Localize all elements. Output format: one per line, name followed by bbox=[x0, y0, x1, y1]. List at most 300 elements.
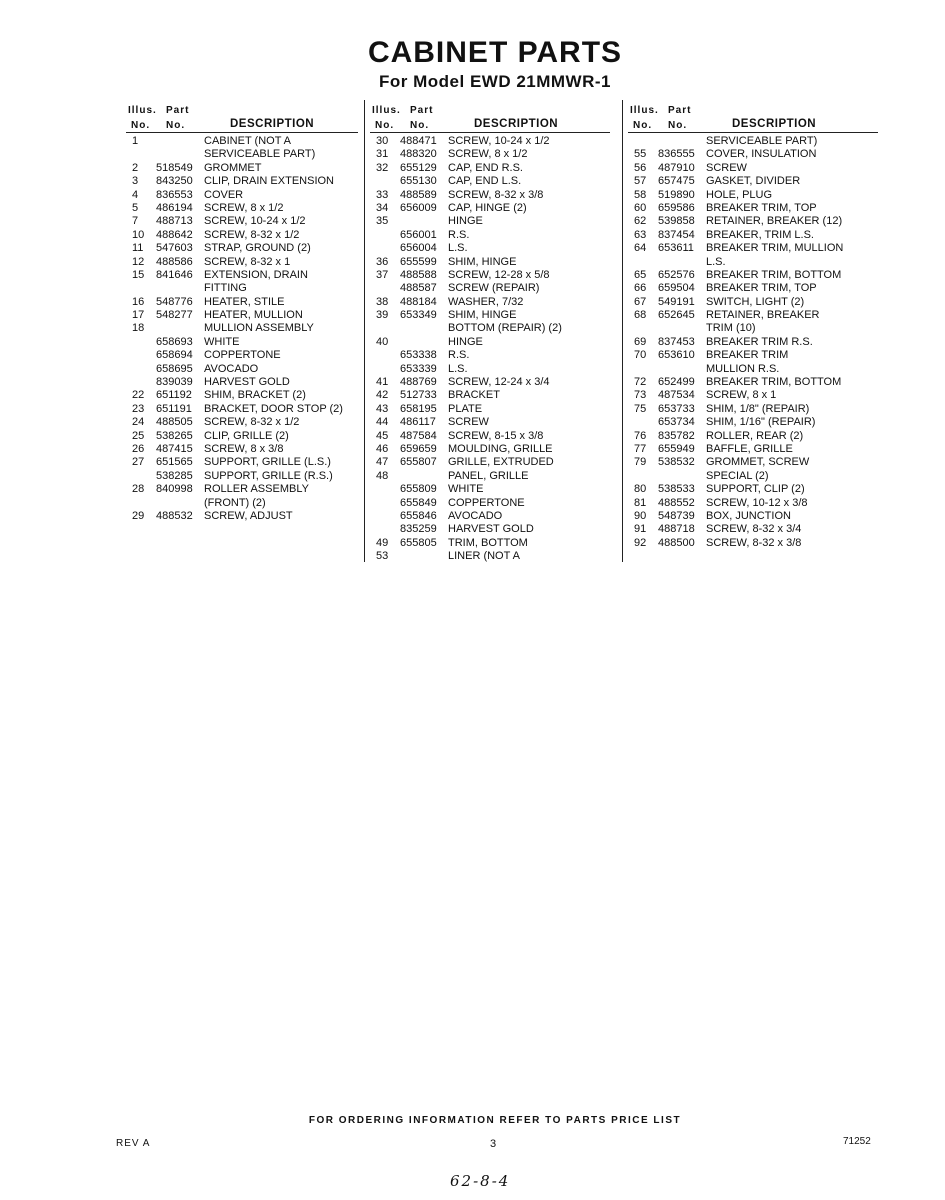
description-cell: SHIM, HINGE bbox=[448, 255, 517, 268]
parts-row bbox=[628, 309, 878, 322]
part-no-cell bbox=[658, 470, 706, 483]
illus-no-cell bbox=[628, 470, 658, 483]
part-no-cell bbox=[658, 135, 706, 148]
description-header: DESCRIPTION bbox=[732, 118, 817, 130]
illus-no-cell: 40 bbox=[376, 335, 389, 348]
description-cell: SCREW, 12-24 x 3/4 bbox=[448, 376, 550, 389]
description-cell: HEATER, MULLION bbox=[204, 309, 303, 322]
column-header bbox=[370, 98, 610, 132]
description-cell: SCREW, 8-32 x 1/2 bbox=[204, 228, 300, 241]
parts-row bbox=[370, 550, 610, 563]
description-cell: MOULDING, GRILLE bbox=[448, 442, 553, 455]
part-no-cell: 487415 bbox=[156, 442, 193, 455]
part-no-cell bbox=[156, 148, 204, 161]
description-cell: BOTTOM (REPAIR) (2) bbox=[448, 322, 562, 335]
parts-row bbox=[370, 443, 610, 456]
parts-row bbox=[628, 256, 878, 269]
description-cell: SHIM, 1/16" (REPAIR) bbox=[706, 416, 816, 429]
illus-no-cell: 53 bbox=[376, 550, 389, 563]
part-no-cell: 548739 bbox=[658, 509, 695, 522]
part-no-cell bbox=[658, 256, 706, 269]
part-no-cell: 488471 bbox=[400, 135, 437, 147]
illus-no-cell bbox=[628, 256, 658, 269]
illus-no-cell: 41 bbox=[376, 376, 389, 389]
part-no-cell: 488505 bbox=[156, 416, 193, 429]
description-cell: AVOCADO bbox=[204, 362, 259, 375]
description-cell: COPPERTONE bbox=[448, 496, 525, 509]
illus-no-cell: 30 bbox=[376, 135, 389, 147]
part-no-cell: 655849 bbox=[400, 496, 437, 509]
description-cell: COPPERTONE bbox=[204, 349, 281, 362]
part-no-cell: 539858 bbox=[658, 215, 695, 228]
description-cell: GASKET, DIVIDER bbox=[706, 175, 801, 188]
parts-row bbox=[370, 497, 610, 510]
part-no-cell: 659659 bbox=[400, 442, 437, 455]
illus-no-cell bbox=[628, 416, 658, 429]
illus-no-cell: 91 bbox=[634, 523, 647, 536]
parts-row bbox=[628, 202, 878, 215]
parts-row bbox=[126, 189, 358, 202]
parts-row bbox=[370, 523, 610, 536]
part-no-cell: 658195 bbox=[400, 402, 437, 415]
illus-no-cell bbox=[370, 175, 400, 188]
part-no-cell: 657475 bbox=[658, 175, 695, 188]
description-cell: MULLION R.S. bbox=[706, 362, 780, 375]
illus-no-cell: 63 bbox=[634, 228, 647, 241]
parts-row bbox=[628, 269, 878, 282]
part-no-cell: 835782 bbox=[658, 429, 695, 442]
illus-no-cell: 28 bbox=[132, 483, 145, 496]
description-cell: MULLION ASSEMBLY bbox=[204, 322, 314, 335]
parts-row bbox=[370, 322, 610, 335]
parts-row bbox=[628, 189, 878, 202]
description-cell: WASHER, 7/32 bbox=[448, 295, 524, 308]
description-cell: SCREW bbox=[448, 416, 489, 429]
illus-header: Illus. bbox=[630, 105, 659, 116]
illus-no-cell: 76 bbox=[634, 429, 647, 442]
parts-row bbox=[628, 510, 878, 523]
parts-row bbox=[628, 162, 878, 175]
part-no-cell: 519890 bbox=[658, 188, 695, 201]
description-cell: CABINET (NOT A bbox=[204, 135, 292, 147]
description-cell: SHIM, HINGE bbox=[448, 309, 517, 322]
part-no-cell: 488184 bbox=[400, 295, 437, 308]
parts-row bbox=[628, 416, 878, 429]
page-subtitle: For Model EWD 21MMWR-1 bbox=[379, 72, 611, 91]
parts-column-2 bbox=[370, 98, 610, 564]
part-no-cell: 653610 bbox=[658, 349, 695, 362]
description-cell: COVER, INSULATION bbox=[706, 148, 817, 161]
part-no-cell: 655846 bbox=[400, 509, 437, 522]
part-no-cell: 518549 bbox=[156, 161, 193, 174]
parts-row bbox=[628, 443, 878, 456]
description-cell: SCREW, 8-32 x 1 bbox=[204, 255, 291, 268]
part-no-cell: 488642 bbox=[156, 228, 193, 241]
part-no-cell: 548776 bbox=[156, 295, 193, 308]
illus-no-cell: 55 bbox=[634, 148, 647, 161]
parts-row bbox=[370, 349, 610, 362]
header-rule bbox=[370, 132, 610, 133]
description-cell: EXTENSION, DRAIN bbox=[204, 268, 308, 281]
parts-row bbox=[370, 148, 610, 161]
description-cell: HARVEST GOLD bbox=[448, 523, 534, 536]
parts-row bbox=[370, 162, 610, 175]
description-cell: SHIM, 1/8" (REPAIR) bbox=[706, 402, 810, 415]
illus-no-cell: 64 bbox=[634, 242, 647, 255]
illus-no-cell: 3 bbox=[132, 175, 139, 188]
illus-no-cell: 24 bbox=[132, 416, 145, 429]
parts-row bbox=[126, 470, 358, 483]
part-no-cell: 655807 bbox=[400, 456, 437, 469]
part-no-cell: 659586 bbox=[658, 201, 695, 214]
illus-no-cell: 67 bbox=[634, 295, 647, 308]
parts-row bbox=[370, 229, 610, 242]
part-no-cell bbox=[658, 322, 706, 335]
illus-no-cell: 12 bbox=[132, 255, 145, 268]
description-cell: SUPPORT, GRILLE (L.S.) bbox=[204, 456, 331, 469]
illus-no-cell: 65 bbox=[634, 268, 647, 281]
part-no-cell: 837453 bbox=[658, 335, 695, 348]
description-cell: SCREW, 8-32 x 3/8 bbox=[706, 536, 802, 549]
description-cell: BAFFLE, GRILLE bbox=[706, 442, 793, 455]
parts-row bbox=[126, 202, 358, 215]
description-cell: SERVICEABLE PART) bbox=[204, 148, 316, 161]
illus-no-cell: 29 bbox=[132, 509, 145, 522]
illus-no-cell: 68 bbox=[634, 309, 647, 322]
illus-no-cell: 11 bbox=[132, 242, 144, 255]
part-no-header: No. bbox=[166, 120, 186, 131]
illus-no-cell: 43 bbox=[376, 402, 389, 415]
description-cell: PANEL, GRILLE bbox=[448, 469, 529, 482]
part-no-cell: 547603 bbox=[156, 242, 193, 255]
illus-no-cell bbox=[126, 376, 156, 389]
illus-no-cell bbox=[370, 363, 400, 376]
parts-row bbox=[126, 162, 358, 175]
description-cell: HARVEST GOLD bbox=[204, 376, 290, 389]
part-no-cell: 548277 bbox=[156, 309, 193, 322]
description-cell: SUPPORT, GRILLE (R.S.) bbox=[204, 469, 333, 482]
column-divider-2 bbox=[622, 100, 623, 562]
description-cell: L.S. bbox=[706, 255, 726, 268]
part-no-cell: 655129 bbox=[400, 161, 437, 174]
part-no-cell: 651191 bbox=[156, 402, 192, 415]
illus-no-cell: 69 bbox=[634, 335, 647, 348]
parts-row bbox=[628, 497, 878, 510]
illus-no-cell: 39 bbox=[376, 309, 389, 322]
description-cell: HINGE bbox=[448, 335, 483, 348]
parts-row bbox=[370, 456, 610, 469]
page-title: CABINET PARTS bbox=[367, 36, 623, 69]
parts-row bbox=[628, 456, 878, 469]
part-no-cell: 653733 bbox=[658, 402, 695, 415]
parts-row bbox=[628, 336, 878, 349]
parts-row bbox=[628, 470, 878, 483]
part-no-cell: 488718 bbox=[658, 523, 695, 536]
illus-no-cell: 58 bbox=[634, 188, 647, 201]
illus-no-cell: 73 bbox=[634, 389, 647, 402]
part-no-cell: 658694 bbox=[156, 349, 193, 362]
description-header: DESCRIPTION bbox=[230, 118, 315, 130]
revision-label: REV A bbox=[116, 1138, 151, 1149]
illus-no-cell: 10 bbox=[132, 228, 145, 241]
illus-no-cell: 15 bbox=[132, 268, 145, 281]
illus-no-cell: 80 bbox=[634, 483, 647, 496]
parts-row bbox=[370, 269, 610, 282]
part-no-cell: 653349 bbox=[400, 309, 437, 322]
parts-row bbox=[370, 242, 610, 255]
parts-row bbox=[628, 430, 878, 443]
part-no-cell: 488589 bbox=[400, 188, 437, 201]
illus-no-cell: 32 bbox=[376, 161, 389, 174]
illus-no-cell: 37 bbox=[376, 268, 389, 281]
part-no-cell: 488713 bbox=[156, 215, 193, 228]
part-no-cell: 487534 bbox=[658, 389, 695, 402]
column-divider-1 bbox=[364, 100, 365, 562]
parts-row bbox=[370, 256, 610, 269]
description-cell: HOLE, PLUG bbox=[706, 188, 773, 201]
page-number: 3 bbox=[490, 1138, 497, 1150]
description-cell: TRIM (10) bbox=[706, 322, 756, 335]
parts-row bbox=[126, 403, 358, 416]
illus-no-cell: 22 bbox=[132, 389, 145, 402]
parts-row bbox=[126, 175, 358, 188]
illus-no-cell: 79 bbox=[634, 456, 647, 469]
description-cell: RETAINER, BREAKER (12) bbox=[706, 215, 843, 228]
header-rule bbox=[126, 132, 358, 133]
parts-row bbox=[126, 483, 358, 496]
description-cell: BREAKER TRIM bbox=[706, 349, 789, 362]
header-rule bbox=[628, 132, 878, 133]
illus-no-cell bbox=[126, 148, 156, 161]
description-cell: WHITE bbox=[448, 483, 484, 496]
illus-header: Illus. bbox=[128, 105, 157, 116]
illus-no-cell: 35 bbox=[376, 215, 389, 228]
illus-no-cell bbox=[628, 135, 658, 148]
part-no-cell bbox=[156, 497, 204, 510]
illus-no-cell bbox=[126, 282, 156, 295]
description-cell: ROLLER ASSEMBLY bbox=[204, 483, 309, 496]
description-cell: SCREW, 8-32 x 3/8 bbox=[448, 188, 544, 201]
description-cell: L.S. bbox=[448, 362, 468, 375]
parts-row bbox=[370, 470, 610, 483]
description-cell: AVOCADO bbox=[448, 509, 503, 522]
part-no-cell: 488532 bbox=[156, 509, 193, 522]
parts-row bbox=[628, 175, 878, 188]
part-no-cell: 487910 bbox=[658, 161, 695, 174]
part-no-cell bbox=[156, 282, 204, 295]
part-no-cell: 656001 bbox=[400, 228, 437, 241]
illus-no-cell bbox=[126, 363, 156, 376]
part-no-cell bbox=[156, 322, 204, 335]
description-cell: SCREW, 8-15 x 3/8 bbox=[448, 429, 544, 442]
parts-row bbox=[370, 202, 610, 215]
part-no-cell: 659504 bbox=[658, 282, 695, 295]
description-cell: SCREW, 8-32 x 1/2 bbox=[204, 416, 300, 429]
illus-no-cell: 47 bbox=[376, 456, 389, 469]
part-no-cell: 841646 bbox=[156, 268, 193, 281]
illus-no-cell bbox=[370, 282, 400, 295]
illus-no-cell: 16 bbox=[132, 295, 145, 308]
description-cell: SUPPORT, CLIP (2) bbox=[706, 483, 805, 496]
description-cell: BREAKER TRIM, TOP bbox=[706, 201, 817, 214]
parts-row bbox=[126, 430, 358, 443]
parts-row bbox=[370, 336, 610, 349]
description-cell: SCREW, 10-24 x 1/2 bbox=[448, 135, 550, 147]
parts-row bbox=[126, 229, 358, 242]
parts-row bbox=[126, 322, 358, 335]
description-cell: BOX, JUNCTION bbox=[706, 509, 791, 522]
illus-no-cell: 23 bbox=[132, 402, 145, 415]
illus-no-cell: 34 bbox=[376, 201, 389, 214]
part-no-cell: 843250 bbox=[156, 175, 193, 188]
part-header: Part bbox=[166, 105, 190, 116]
column-header bbox=[126, 98, 358, 132]
illus-no-cell: 38 bbox=[376, 295, 389, 308]
description-cell: TRIM, BOTTOM bbox=[448, 536, 528, 549]
illus-no-cell bbox=[370, 229, 400, 242]
part-no-cell: 655130 bbox=[400, 175, 437, 188]
parts-row bbox=[126, 510, 358, 523]
illus-no-cell: 25 bbox=[132, 429, 145, 442]
part-header: Part bbox=[668, 105, 692, 116]
description-cell: SCREW, 8-32 x 3/4 bbox=[706, 523, 802, 536]
description-cell: HEATER, STILE bbox=[204, 295, 285, 308]
illus-no-cell: 2 bbox=[132, 161, 139, 174]
parts-row bbox=[370, 376, 610, 389]
part-no-cell: 837454 bbox=[658, 228, 695, 241]
illus-no-cell: 31 bbox=[376, 148, 389, 161]
parts-row bbox=[628, 537, 878, 550]
illus-no-cell: 17 bbox=[132, 309, 145, 322]
parts-row bbox=[126, 148, 358, 161]
part-no-cell bbox=[400, 550, 448, 563]
part-no-cell: 656009 bbox=[400, 201, 437, 214]
description-cell: COVER bbox=[204, 188, 244, 201]
part-no-cell: 538285 bbox=[156, 469, 193, 482]
illus-no-cell: 77 bbox=[634, 442, 647, 455]
parts-row bbox=[370, 189, 610, 202]
part-header: Part bbox=[410, 105, 434, 116]
part-no-cell bbox=[156, 135, 204, 148]
illus-no-cell bbox=[370, 242, 400, 255]
description-header: DESCRIPTION bbox=[474, 118, 559, 130]
parts-row bbox=[628, 523, 878, 536]
parts-row bbox=[370, 282, 610, 295]
part-no-cell: 653338 bbox=[400, 349, 437, 362]
illus-no-cell bbox=[126, 336, 156, 349]
description-cell: SCREW, ADJUST bbox=[204, 509, 293, 522]
parts-column-1 bbox=[126, 98, 358, 523]
description-cell: BREAKER, TRIM L.S. bbox=[706, 228, 814, 241]
illus-no-header: No. bbox=[375, 120, 395, 131]
part-no-cell: 653339 bbox=[400, 362, 437, 375]
description-cell: BREAKER TRIM, BOTTOM bbox=[706, 268, 842, 281]
parts-row bbox=[628, 376, 878, 389]
description-cell: STRAP, GROUND (2) bbox=[204, 242, 311, 255]
parts-row bbox=[126, 363, 358, 376]
part-no-cell: 549191 bbox=[658, 295, 695, 308]
part-no-cell: 652576 bbox=[658, 268, 695, 281]
parts-row bbox=[370, 296, 610, 309]
parts-row bbox=[370, 483, 610, 496]
part-no-cell: 487584 bbox=[400, 429, 437, 442]
description-cell: SPECIAL (2) bbox=[706, 469, 769, 482]
parts-row bbox=[126, 269, 358, 282]
illus-no-cell: 81 bbox=[634, 496, 647, 509]
description-cell: FITTING bbox=[204, 282, 247, 295]
illus-no-cell: 49 bbox=[376, 536, 389, 549]
illus-no-cell: 57 bbox=[634, 175, 647, 188]
part-no-cell: 836555 bbox=[658, 148, 695, 161]
part-no-cell: 655809 bbox=[400, 483, 437, 496]
part-no-cell: 653611 bbox=[658, 242, 694, 255]
description-cell: WHITE bbox=[204, 335, 240, 348]
parts-row bbox=[126, 336, 358, 349]
illus-no-cell: 92 bbox=[634, 536, 647, 549]
parts-row bbox=[370, 537, 610, 550]
part-no-cell: 655949 bbox=[658, 442, 695, 455]
parts-row bbox=[628, 148, 878, 161]
part-no-header: No. bbox=[668, 120, 688, 131]
part-no-cell: 840998 bbox=[156, 483, 193, 496]
illus-no-cell bbox=[628, 363, 658, 376]
parts-row bbox=[628, 282, 878, 295]
illus-no-cell: 36 bbox=[376, 255, 389, 268]
part-no-cell: 651192 bbox=[156, 389, 192, 402]
part-no-cell: 652499 bbox=[658, 376, 695, 389]
illus-no-cell bbox=[370, 523, 400, 536]
illus-no-cell: 70 bbox=[634, 349, 647, 362]
illus-no-cell bbox=[126, 349, 156, 362]
illus-no-cell: 5 bbox=[132, 201, 139, 214]
description-cell: CLIP, DRAIN EXTENSION bbox=[204, 175, 334, 188]
illus-no-cell: 26 bbox=[132, 442, 145, 455]
illus-no-cell: 27 bbox=[132, 456, 145, 469]
part-no-cell: 538265 bbox=[156, 429, 193, 442]
illus-no-cell: 42 bbox=[376, 389, 389, 402]
parts-row bbox=[628, 296, 878, 309]
parts-row bbox=[370, 510, 610, 523]
document-number: 71252 bbox=[843, 1136, 871, 1147]
illus-no-cell: 66 bbox=[634, 282, 647, 295]
illus-no-header: No. bbox=[131, 120, 151, 131]
description-cell: SCREW, 12-28 x 5/8 bbox=[448, 268, 550, 281]
part-no-cell bbox=[400, 470, 448, 483]
parts-row bbox=[126, 256, 358, 269]
part-no-cell: 658695 bbox=[156, 362, 193, 375]
part-no-cell: 655805 bbox=[400, 536, 437, 549]
parts-row bbox=[370, 403, 610, 416]
description-cell: CLIP, GRILLE (2) bbox=[204, 429, 289, 442]
part-no-cell bbox=[658, 363, 706, 376]
description-cell: (FRONT) (2) bbox=[204, 496, 266, 509]
parts-column-3 bbox=[628, 98, 878, 550]
part-no-cell: 512733 bbox=[400, 389, 437, 402]
parts-row bbox=[370, 175, 610, 188]
part-no-cell: 835259 bbox=[400, 523, 437, 536]
parts-row bbox=[628, 349, 878, 362]
description-cell: CAP, END L.S. bbox=[448, 175, 522, 188]
illus-no-cell: 90 bbox=[634, 509, 647, 522]
illus-no-cell bbox=[370, 483, 400, 496]
part-no-cell: 538532 bbox=[658, 456, 695, 469]
description-cell: CAP, END R.S. bbox=[448, 161, 523, 174]
description-cell: BRACKET bbox=[448, 389, 500, 402]
description-cell: SCREW, 8 x 3/8 bbox=[204, 442, 284, 455]
parts-row bbox=[126, 416, 358, 429]
handwritten-note: 62-8-4 bbox=[450, 1172, 511, 1190]
illus-no-cell bbox=[370, 322, 400, 335]
